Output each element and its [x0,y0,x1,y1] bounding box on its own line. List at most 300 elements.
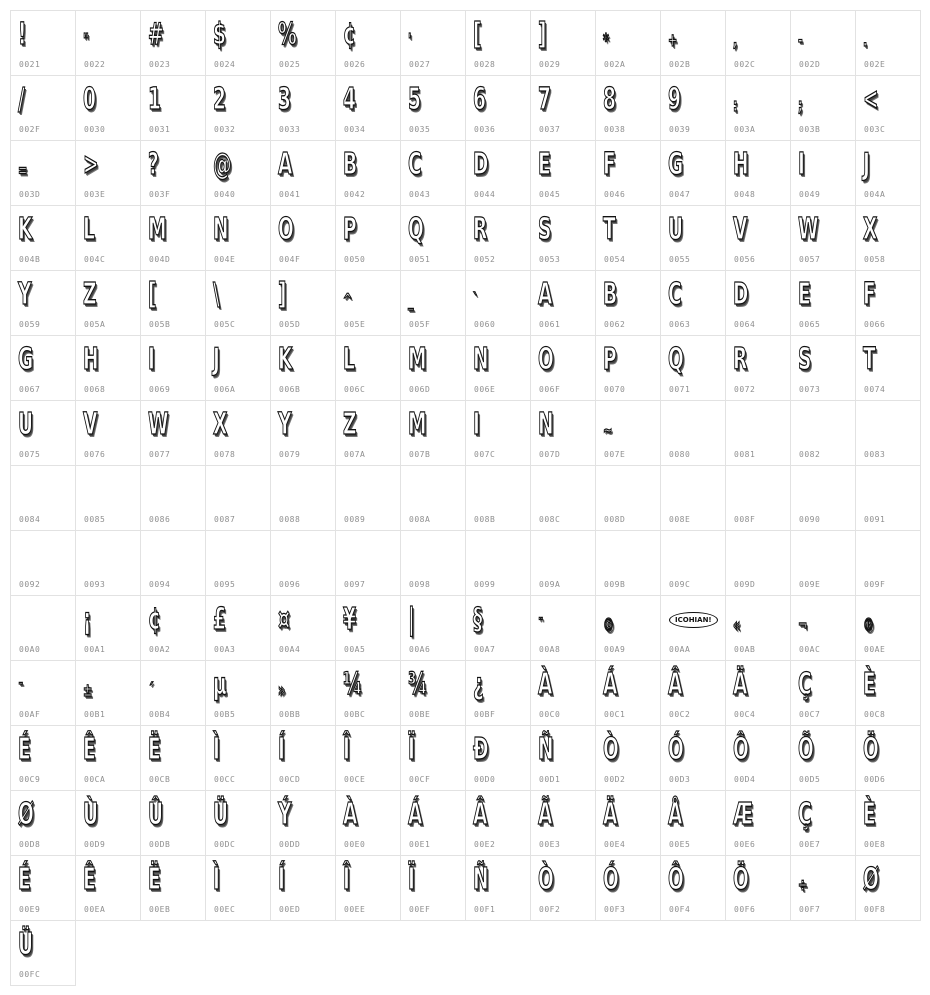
glyph-preview: D [473,147,489,182]
glyph-code-label: 0028 [474,60,496,69]
glyph-cell [205,205,271,271]
glyph-code-label: 00E0 [344,840,366,849]
glyph-preview: ® [863,615,875,636]
glyph-code-label: 0064 [734,320,756,329]
glyph-code-label: 004D [149,255,171,264]
glyph-cell [270,75,336,141]
glyph-code-label: 008D [604,515,626,524]
glyph-preview: Y [18,277,32,312]
glyph-cell [270,855,336,921]
glyph-code-label: 0035 [409,125,431,134]
glyph-cell [790,400,856,466]
glyph-cell [660,855,726,921]
glyph-preview: Ê [83,862,96,897]
glyph-code-label: 00F8 [864,905,886,914]
glyph-code-label: 0075 [19,450,41,459]
glyph-code-label: 002A [604,60,626,69]
glyph-preview: Ô [733,732,749,767]
glyph-cell [400,660,466,726]
glyph-cell [75,595,141,661]
glyph-preview: | [408,602,415,637]
glyph-preview: Ó [603,862,619,897]
glyph-cell [855,725,921,791]
glyph-preview: S [798,342,812,377]
glyph-code-label: 003E [84,190,106,199]
glyph-preview: B [343,147,358,182]
glyph-cell [205,790,271,856]
glyph-code-label: 0049 [799,190,821,199]
glyph-preview: Ã [538,797,553,832]
glyph-code-label: 0060 [474,320,496,329]
glyph-cell [400,465,466,531]
glyph-code-label: 0071 [669,385,691,394]
glyph-cell [10,205,76,271]
glyph-code-label: 0072 [734,385,756,394]
glyph-code-label: 0047 [669,190,691,199]
glyph-code-label: 00A6 [409,645,431,654]
glyph-cell [530,335,596,401]
glyph-cell [790,855,856,921]
glyph-cell [790,140,856,206]
glyph-cell [270,335,336,401]
glyph-code-label: 0043 [409,190,431,199]
glyph-cell [465,335,531,401]
glyph-code-label: 00D4 [734,775,756,784]
glyph-cell [140,530,206,596]
glyph-preview: J [213,342,220,377]
glyph-code-label: 00EF [409,905,431,914]
glyph-preview: " [83,30,89,51]
glyph-preview: ¢ [148,602,161,637]
glyph-preview: ÷ [798,875,808,896]
glyph-preview: Q [408,212,424,247]
glyph-code-label: 00F3 [604,905,626,914]
glyph-cell [75,205,141,271]
glyph-cell [75,530,141,596]
glyph-preview: X [213,407,228,442]
glyph-preview: » [278,680,286,701]
glyph-preview: 1 [148,82,161,117]
glyph-preview: Ý [278,797,292,832]
glyph-code-label: 00EB [149,905,171,914]
glyph-preview: Q [668,342,684,377]
glyph-code-label: 004B [19,255,41,264]
glyph-preview: ; [798,95,803,116]
glyph-code-label: 003B [799,125,821,134]
glyph-cell [335,660,401,726]
glyph-preview: W [148,407,169,442]
glyph-cell [855,10,921,76]
glyph-code-label: 004A [864,190,886,199]
glyph-cell [10,660,76,726]
glyph-cell [595,725,661,791]
glyph-cell [10,595,76,661]
glyph-cell [140,400,206,466]
glyph-code-label: 00E1 [409,840,431,849]
glyph-preview: , [733,30,738,51]
glyph-preview: Û [148,797,164,832]
glyph-preview: Í [278,732,285,767]
glyph-code-label: 007B [409,450,431,459]
glyph-code-label: 0088 [279,515,301,524]
glyph-cell [530,855,596,921]
glyph-cell [595,595,661,661]
glyph-preview: ' [408,30,412,51]
glyph-cell [140,205,206,271]
glyph-code-label: 0086 [149,515,171,524]
glyph-preview: Ì [213,732,220,767]
glyph-preview: Ù [83,797,99,832]
glyph-cell [595,790,661,856]
glyph-preview: 3 [278,82,291,117]
glyph-code-label: 006C [344,385,366,394]
glyph-cell [270,140,336,206]
glyph-preview: V [733,212,748,247]
glyph-code-label: 005D [279,320,301,329]
glyph-preview: ¤ [278,602,290,637]
glyph-code-label: 00F2 [539,905,561,914]
glyph-code-label: 00AB [734,645,756,654]
glyph-preview: ¡ [83,602,92,637]
glyph-cell [855,660,921,726]
glyph-cell [595,530,661,596]
glyph-preview: Á [603,667,618,702]
glyph-code-label: 00E5 [669,840,691,849]
glyph-cell [400,75,466,141]
glyph-preview: W [798,212,819,247]
glyph-code-label: 005E [344,320,366,329]
glyph-preview: 2 [213,82,226,117]
glyph-cell [75,75,141,141]
glyph-cell [270,205,336,271]
glyph-code-label: 0048 [734,190,756,199]
glyph-code-label: 0045 [539,190,561,199]
glyph-preview: Ø [863,862,879,897]
glyph-code-label: 00A4 [279,645,301,654]
glyph-cell [270,725,336,791]
glyph-cell [855,530,921,596]
glyph-cell [790,790,856,856]
glyph-preview: K [278,342,293,377]
glyph-cell [270,595,336,661]
glyph-code-label: 0082 [799,450,821,459]
glyph-cell [530,205,596,271]
glyph-preview: Â [473,797,488,832]
glyph-cell [270,660,336,726]
glyph-code-label: 00D6 [864,775,886,784]
glyph-cell [725,530,791,596]
glyph-preview: H [733,147,749,182]
glyph-cell [595,270,661,336]
glyph-preview: ¨ [538,615,544,636]
glyph-code-label: 00C7 [799,710,821,719]
glyph-cell [660,725,726,791]
glyph-code-label: 0054 [604,255,626,264]
glyph-cell [335,790,401,856]
glyph-code-label: 0053 [539,255,561,264]
glyph-cell [530,725,596,791]
glyph-code-label: 006B [279,385,301,394]
glyph-code-label: 0022 [84,60,106,69]
glyph-preview: A [278,147,293,182]
glyph-preview: L [343,342,355,377]
glyph-preview: Ë [148,862,161,897]
glyph-preview: [ [473,17,482,52]
glyph-cell [10,10,76,76]
glyph-code-label: 00FC [19,970,41,979]
glyph-cell [465,595,531,661]
glyph-code-label: 0037 [539,125,561,134]
glyph-cell [855,400,921,466]
glyph-preview: Î [343,862,350,897]
glyph-preview: U [668,212,684,247]
glyph-code-label: 0091 [864,515,886,524]
glyph-cell [335,140,401,206]
glyph-preview: ~ [603,420,613,441]
glyph-cell [140,790,206,856]
glyph-cell [725,75,791,141]
glyph-cell [140,75,206,141]
glyph-preview: R [733,342,748,377]
glyph-preview: A [538,277,553,312]
glyph-cell [465,725,531,791]
glyph-cell [75,465,141,531]
glyph-cell [660,75,726,141]
glyph-cell [465,10,531,76]
glyph-code-label: 003C [864,125,886,134]
glyph-code-label: 00B1 [84,710,106,719]
glyph-code-label: 009D [734,580,756,589]
glyph-preview: C [408,147,422,182]
glyph-code-label: 0036 [474,125,496,134]
glyph-cell [725,595,791,661]
glyph-cell [205,660,271,726]
glyph-cell [725,660,791,726]
glyph-code-label: 007A [344,450,366,459]
glyph-preview: + [668,30,678,51]
glyph-cell [335,335,401,401]
glyph-code-label: 00BE [409,710,431,719]
glyph-preview: H [83,342,99,377]
glyph-cell [140,140,206,206]
glyph-code-label: 0027 [409,60,431,69]
glyph-cell [400,140,466,206]
glyph-preview: ] [278,277,287,312]
glyph-cell [530,595,596,661]
glyph-code-label: 00C1 [604,710,626,719]
glyph-preview: T [863,342,876,377]
glyph-cell [205,725,271,791]
glyph-code-label: 0081 [734,450,756,459]
glyph-cell [10,790,76,856]
glyph-preview: I [148,342,155,377]
glyph-cell [725,790,791,856]
glyph-code-label: 0034 [344,125,366,134]
glyph-cell [10,530,76,596]
glyph-preview: X [863,212,878,247]
glyph-code-label: 00D1 [539,775,561,784]
glyph-cell [660,205,726,271]
glyph-cell [790,10,856,76]
glyph-code-label: 0093 [84,580,106,589]
glyph-preview: Ü [18,927,34,962]
glyph-cell [140,335,206,401]
glyph-preview: P [603,342,617,377]
glyph-preview: 8 [603,82,616,117]
glyph-preview: _ [408,290,414,311]
glyph-code-label: 00B4 [149,710,171,719]
glyph-preview: Õ [798,732,814,767]
glyph-code-label: 00EA [84,905,106,914]
glyph-code-label: 007C [474,450,496,459]
glyph-code-label: 0024 [214,60,236,69]
glyph-code-label: 0084 [19,515,41,524]
glyph-cell [270,790,336,856]
glyph-cell [725,855,791,921]
glyph-cell [595,75,661,141]
glyph-code-label: 00BF [474,710,496,719]
glyph-preview: 9 [668,82,681,117]
glyph-code-label: 00A0 [19,645,41,654]
glyph-preview: 5 [408,82,421,117]
glyph-preview: . [863,30,868,51]
glyph-cell [75,140,141,206]
glyph-code-label: 00C9 [19,775,41,784]
glyph-code-label: 00A8 [539,645,561,654]
glyph-cell [530,400,596,466]
glyph-code-label: 0065 [799,320,821,329]
glyph-cell [270,270,336,336]
glyph-cell [10,335,76,401]
glyph-code-label: 00AA [669,645,691,654]
glyph-cell [400,335,466,401]
glyph-preview: R [473,212,488,247]
glyph-code-label: 0057 [799,255,821,264]
glyph-cell [855,205,921,271]
glyph-code-label: 0087 [214,515,236,524]
glyph-cell [140,465,206,531]
glyph-code-label: 007E [604,450,626,459]
glyph-cell [400,790,466,856]
glyph-cell [205,270,271,336]
glyph-preview: É [18,862,31,897]
glyph-preview: ] [538,17,547,52]
glyph-preview: 4 [343,82,356,117]
glyph-code-label: 0099 [474,580,496,589]
glyph-code-label: 00F4 [669,905,691,914]
glyph-cell [335,270,401,336]
glyph-cell [10,400,76,466]
glyph-code-label: 00D2 [604,775,626,784]
glyph-cell [75,270,141,336]
glyph-code-label: 00CA [84,775,106,784]
glyph-code-label: 0074 [864,385,886,394]
glyph-preview: ` [473,290,479,311]
glyph-preview: Y [278,407,292,442]
glyph-cell [140,725,206,791]
glyph-preview: D [733,277,749,312]
glyph-code-label: 0051 [409,255,431,264]
glyph-preview: ! [18,17,27,52]
glyph-preview: / [18,82,25,117]
glyph-preview: Z [83,277,97,312]
glyph-cell [725,725,791,791]
glyph-code-label: 009A [539,580,561,589]
glyph-preview: Ê [83,732,96,767]
glyph-code-label: 0095 [214,580,236,589]
glyph-preview: Â [668,667,683,702]
glyph-cell [595,335,661,401]
glyph-code-label: 00C2 [669,710,691,719]
glyph-preview: ¥ [343,602,356,637]
glyph-preview: L [83,212,95,247]
glyph-code-label: 00A9 [604,645,626,654]
glyph-code-label: 009B [604,580,626,589]
glyph-preview: Ä [603,797,618,832]
glyph-code-label: 00DC [214,840,236,849]
glyph-code-label: 0025 [279,60,301,69]
glyph-preview: V [83,407,98,442]
glyph-preview: ¼ [343,667,363,702]
glyph-code-label: 00CF [409,775,431,784]
glyph-code-label: 00D5 [799,775,821,784]
glyph-cell [270,400,336,466]
glyph-code-label: 004F [279,255,301,264]
glyph-cell [400,10,466,76]
glyph-code-label: 0070 [604,385,626,394]
glyph-preview: Ç [798,797,812,832]
glyph-code-label: 0096 [279,580,301,589]
glyph-code-label: 00CD [279,775,301,784]
glyph-preview: : [733,95,738,116]
glyph-code-label: 0076 [84,450,106,459]
glyph-code-label: 00C4 [734,710,756,719]
glyph-cell [790,465,856,531]
glyph-code-label: 0092 [19,580,41,589]
glyph-code-label: 0066 [864,320,886,329]
glyph-preview: F [863,277,876,312]
glyph-cell [660,140,726,206]
glyph-preview: % [278,17,297,52]
glyph-code-label: 0083 [864,450,886,459]
glyph-preview: - [798,30,803,51]
glyph-code-label: 0079 [279,450,301,459]
glyph-preview: O [538,342,554,377]
glyph-code-label: 0068 [84,385,106,394]
glyph-cell [10,270,76,336]
glyph-code-label: 0039 [669,125,691,134]
glyph-cell [335,75,401,141]
glyph-code-label: 0038 [604,125,626,134]
glyph-preview: > [83,147,99,182]
glyph-code-label: 00A3 [214,645,236,654]
glyph-preview: E [538,147,551,182]
glyph-code-label: 00D0 [474,775,496,784]
glyph-code-label: 00CB [149,775,171,784]
glyph-code-label: 00EC [214,905,236,914]
glyph-preview: À [343,797,358,832]
glyph-cell [530,465,596,531]
glyph-code-label: 0044 [474,190,496,199]
glyph-code-label: 00E2 [474,840,496,849]
glyph-code-label: 008E [669,515,691,524]
glyph-code-label: 0078 [214,450,236,459]
glyph-cell [530,660,596,726]
glyph-preview: # [148,17,164,52]
glyph-cell [725,10,791,76]
glyph-code-label: 002B [669,60,691,69]
glyph-code-label: 0069 [149,385,171,394]
